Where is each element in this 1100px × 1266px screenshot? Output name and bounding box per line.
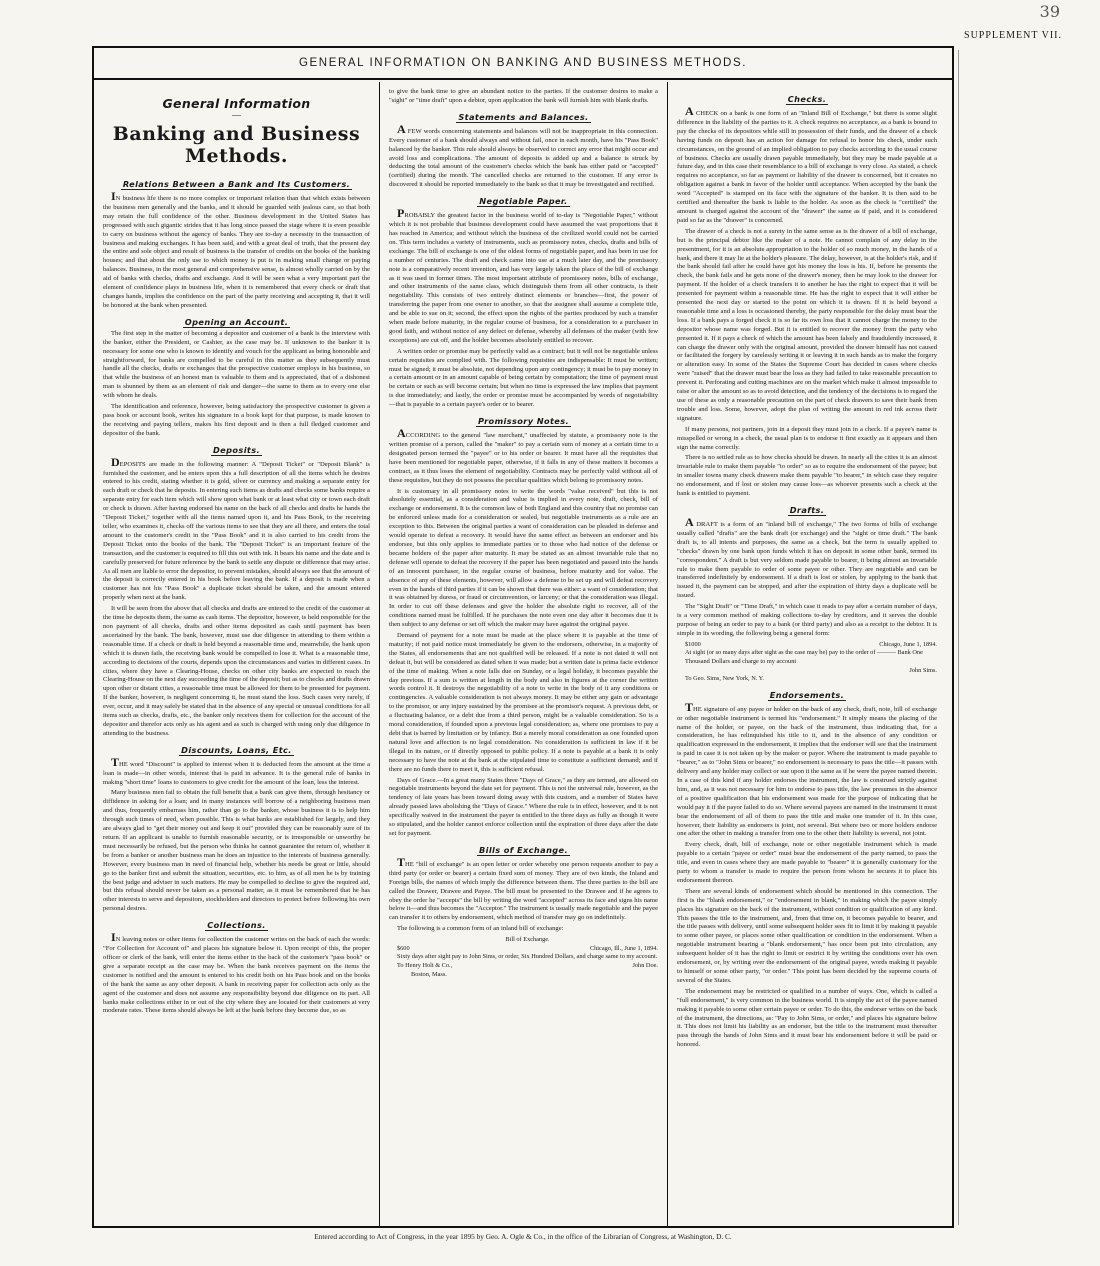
form-title: Bill of Exchange. xyxy=(505,936,550,944)
heading-collections: Collections. xyxy=(207,920,266,931)
header-band xyxy=(94,48,952,80)
paragraph: It is customary in all promissory notes to write the words "value received" but this is not absolutely essential, as a consideration and value is implied in every note, draft, check, bill of exchange or endorsement. It is the common law of both England and this country that no promise can be enforced unless made for a consideration or sealed, but negotiable instruments as a rule are an exception to this. Between the original parties a want of consideration can be pleaded in defense and would operate to defeat a recovery. It would have the same effect as between an endorser and his endorsee, but this only applies to immediate parties or to those who had notice of the defense or became holders of the paper after maturity. It may be stated as an almost invariable rule that no defense will operate to defeat the recovery if the paper has been negotiated and passed into the hands of an innocent purchaser, in the regular course of business, before maturity and for value. The absence of any of these elements, however, will allow a defense to be set up and will defeat recovery even in the hands of third parties if it can be shown that there was either: a want of consideration; that it was obtained by duress, or fraud or circumvention, or larceny; or that the consideration was illegal. In order to cut off these defenses and give the holder the absolute right to recover, all of the conditions named must be fulfilled. If he purchases the note even one day after it becomes due it is then subject to any defense or set off which the maker may have against the original payee. xyxy=(389,487,658,629)
paragraph: The following is a common form of an inland bill of exchange: xyxy=(397,925,564,933)
paragraph: The first step in the matter of becoming a depositor and customer of a bank is the interview with the banker, either the President, or Cashier, as the case may be. If unknown to the banker it is necessary for some one who is known to identify and vouch for the applicant as being honorable and straightforward, for banks are compelled to be careful in this matter as they subsequently must handle all the checks, drafts or exchanges that the prospective customer employs in his business, so that while the business of an honest man is valuable to them and is appreciated, that of a dishonest man is shunned by them as an element of risk and danger—the same to them as to every one else with whom he deals. xyxy=(103,329,370,400)
paragraph: A FEW words concerning statements and balances will not be inappropriate in this connection. Every customer of a bank should always and without fail, once in each month, have his "Pass Book" balanced by the banker. This rule should always be observed to correct any error that might occur and avoid loss and complications. The amount of deposits is added up and a balance is struck by deducting the total amount of the customer's checks which the bank has either paid or "accepted" (certified) during the month. The cancelled checks are returned to the customer. If any error is discovered it should be reported immediately to the bank so that it may be investigated and rectified. xyxy=(389,121,658,189)
column-2 xyxy=(380,82,668,1226)
form-body: Sixty days after sight pay to John Sims, or order, Six Hundred Dollars, and charge same to my account. xyxy=(397,953,658,961)
bill-of-exchange-form xyxy=(397,936,658,979)
paragraph: to give the bank time to give an abundant notice to the parties. If the customer desires to make a "sight" or "time draft" upon a debtor, upon application the bank will furnish him with blank drafts. xyxy=(389,88,658,104)
paragraph: PROBABLY the greatest factor in the business world of to-day is "Negotiable Paper," without which it is not probable that business development could have assumed the vast proportions that it has reached in America; and without which the business of the civilized world could not be carried on. This term includes a variety of instruments, such as promissory notes, checks, drafts and bills of exchange. The bill of exchange is one of the oldest forms of negotiable paper, and has been in use for a number of centuries. The draft and check came into use at a much later day, and the promissory note is a comparatively recent invention, and has very largely taken the place of the bill of exchange as it was used in former times. The most important attribute of promissory notes, bills of exchange, and other instruments of the same class, which distinguish them from all other contracts, is their negotiability. This consists of two entirely distinct elements or branches—first, the power of transferring the paper from one owner to another, so that the assignee shall assume a complete title, and be able to sue on it; second, the effect upon the rights of the parties produced by such a transfer when made before maturity, in the regular course of business, for a consideration to a purchaser in good faith, and without notice of any defect or defense, whereby all defenses of the maker (with few exceptions) are cut off, and the holder becomes absolutely entitled to recover. xyxy=(389,206,658,344)
paragraph: THE "bill of exchange" is an open letter or order whereby one person requests another to pay a third party (or order or bearer) a certain fixed sum of money. They are of two kinds, the Inland and Foreign bills, the names of which imply the difference between them. The three parties to the bill are called the Drawer, Drawee and Payee. The bill must be presented to the Drawee and if he agrees to obey the order he "accepts" the bill by writing the word "accepted" across its face and signs his name below it—and thus becomes the "Acceptor." The instrument is usually made negotiable and the payee can transfer it to others by endorsement, which method of transfer may go on indefinitely. xyxy=(389,854,658,922)
title-block xyxy=(103,96,370,167)
margin-line xyxy=(958,50,959,1225)
heading-discounts: Discounts, Loans, Etc. xyxy=(181,744,292,755)
paragraph: A DRAFT is a form of an "inland bill of exchange," The two forms of bills of exchange usually called "drafts" are the bank draft (or exchange) and the "sight or time draft." The bank draft is, to all intents and purposes, the same as a check, but the term is usually applied to "checks" drawn by one bank upon funds which it has on deposit in some other bank, termed its "correspondent." A draft is but very seldom made payable to bearer, it being almost an invariable rule to make them payable to order of some payee or other. They are negotiable and can be transferred indefinitely by endorsement. If a draft is lost or stolen, by applying to the bank that issued it, the payment can be stopped, and after the expiration of thirty days a duplicate will be issued. xyxy=(677,514,937,600)
form-city: Boston, Mass. xyxy=(411,970,447,978)
page-number-handwritten: 39 xyxy=(1039,2,1060,21)
paragraph: IN leaving notes or other items for collection the customer writes on the back of each the words: "For Collection for Account of" and places his signature below it. Upon receipt of this, the proper officer or clerk of the bank, will enter the items either in the back of the customer's "pass book" or give a separate receipt as the case may be. When the bank receives payment on the items the customer is notified and the amount is entered to his credit both on his Pass book and on the books of the bank the same as any other deposit. A bank in receiving paper for collection acts only as the agent of the customer and does not assume any responsibility beyond due diligence on its part. All banks make collections either in or out of the city where they are located for their customers at very moderate rates. These items should always be left at the bank before they become due, so as xyxy=(103,930,370,1015)
heading-endorsements: Endorsements. xyxy=(769,689,845,700)
heading-opening-account: Opening an Account. xyxy=(184,316,289,327)
title-line-1: General Information xyxy=(162,96,311,111)
heading-drafts: Drafts. xyxy=(789,504,825,515)
dform-amount: $1000 xyxy=(685,640,701,648)
dform-signature: John Sims. xyxy=(909,666,937,674)
page-header: GENERAL INFORMATION ON BANKING AND BUSINESS METHODS. xyxy=(298,57,748,69)
paragraph: The endorsement may be restricted or qualified in a number of ways. One, which is called a "full endorsement," is very common in the business world. It is simply the act of the payee named making it payable to some other certain payee or order. To do this, the endorser writes on the back of the instrument, the directions, as: "Pay to John Sims, or order," and places his signature below it. This does not limit his liability as an endorser, but the title to the instrument must thereafter pass through the hands of John Sims and it must bear his endorsement before it will be paid or honored. xyxy=(677,987,937,1049)
heading-statements: Statements and Balances. xyxy=(458,111,589,122)
paragraph: Many business men fail to obtain the full benefit that a bank can give them, through hesitancy or diffidence in asking for a loan; and in many instances will borrow of a neighboring business man and thus, frequently embarrass him, rather than go to the banker, whose business it is to help him through such times of need, when possible. This is what banks are established for largely, and they are always glad to "get their money out and keep it out" provided they can be reasonably sure of its return. If an applicant is unable to furnish reasonable security, or is irresponsible or unworthy he must necessarily be refused, but the person who thinks he cannot guarantee the return of, whether it be from a banker or another business man he does an injustice to the interests of business generally. However, every business man in need of financial help, whether his needs be great or little, should go to the banker first and submit the situation, securities, etc. to him, as of all men he is by training the best judge and adviser in such matters. He may be compelled to decline to give the required aid, but this refusal should never be taken as a personal matter, as it must be remembered that he has other interests to serve and depositors, stockholders and directors to protect before following his own personal desires. xyxy=(103,789,370,913)
title-line-2: Banking and Business Methods. xyxy=(112,123,361,167)
column-1 xyxy=(94,82,380,1226)
dform-body: At sight (or so many days after sight as the case may be) pay to the order of ——— Bank One Thousand Dollars and charge to my account xyxy=(685,649,923,665)
heading-relations: Relations Between a Bank and Its Customers. xyxy=(122,179,351,189)
dform-to: To Geo. Sims, New York, N. Y. xyxy=(685,675,764,683)
paragraph: A written order or promise may be perfectly valid as a contract; but it will not be negotiable unless certain requisites are complied with. The following requisites are indispensable: It must be written; must be signed; it must be absolute, not depending upon any contingency; it must be to pay money in a certain amount or in an amount capable of being certain by computation; the time of payment must be certain or such as will become certain; but when no time is expressed the law implies that payment is due immediately; and lastly, the order or promise must be accompanied by words of negotiability—that is payable to a certain payee's order or to bearer. xyxy=(389,347,658,409)
heading-promissory-notes: Promissory Notes. xyxy=(477,416,570,427)
paragraph: THE word "Discount" is applied to interest when it is deducted from the amount at the time a loan is made—in other words, interest that is paid in advance. It is the general rule of banks in making "short time" loans to customers to give credit for the amount of the loan, less the interest. xyxy=(103,754,370,786)
paragraph: There are several kinds of endorsement which should be mentioned in this connection. The first is the "blank endorsement," or "endorsement in blank," in making which the payee simply places his signature on the back of the instrument, without condition or qualification of any kind. This passes the title to the instrument, and, from that time on, it becomes payable to bearer, and the title passes with delivery, until some subsequent holder sees fit to limit it by making it payable to some other payee, or places some other qualification or condition in the endorsement. When a negotiable instrument bearing a "blank endorsement," has once been put into circulation, any subsequent holder of it has the right to limit or restrict it by writing the conditions over his own endorsement, or, by writing over the endorsement of the original payee, words making it payable to himself or some other party, "or order." This point has been decided by the supreme courts of several of the States. xyxy=(677,887,937,984)
supplement-label: SUPPLEMENT VII. xyxy=(964,30,1062,41)
heading-checks: Checks. xyxy=(787,94,827,104)
copyright-footer: Entered according to Act of Congress, in the year 1895 by Geo. A. Ogle & Co., in the office of the Librarian of Congress, at Washington, D. C. xyxy=(314,1232,732,1241)
paragraph: There is no settled rule as to how checks should be drawn. In nearly all the cities it is an almost invariable rule to make them payable "to order" so as to require the endorsement of the payee; but in smaller towns many check drawers make them payable "to bearer," in which case they require no endorsement, and if lost or stolen may cause loss—as whoever presents such a check at the bank is entitled to payment. xyxy=(677,454,937,498)
paragraph: It will be seen from the above that all checks and drafts are entered to the credit of the customer at the time he deposits them, the same as cash items. The depositor, however, is held responsible for the non payment of all checks, drafts and other items deposited as cash until payment has been ascertained by the bank. The bank, however, must use due diligence in attending to them within a reasonable time. If a check or draft is held beyond a reasonable time and, meanwhile, the bank upon which it is drawn fails, the receiving bank would be compelled to lose it. What is a reasonable time, according to decisions of the courts, depends upon the circumstances and varies in different cases. In cities, where they have a Clearing-House, checks on other city banks are expected to reach the Clearing-House on the next day succeeding the time of the deposit; but as to checks and drafts drawn upon other or distant cities, a reasonable time must be allowed for them to be presented for payment. If the banker, however, is negligent concerning it, he must stand the loss. Such cases very rarely, if ever, occur, and it may safely be stated that in the absence of any special or unusual conditions for all items such as checks, drafts, etc., the banker only receives them for collection for the account of the depositor and therefor acts only as his agent and as such is charged with using only due diligence in attending to the business. xyxy=(103,605,370,737)
paragraph: The "Sight Draft" or "Time Draft," in which case it reads to pay after a certain number of days, is a very common method of making collections to-day by creditors, and it serves the double purpose of being an order to pay to a bank (or third party) and also as a receipt to the debtor. It is simple in its wording, the following being a general form: xyxy=(677,603,937,637)
form-place: Chicago, Ill., June 1, 1894. xyxy=(589,944,658,952)
form-signature: John Doe. xyxy=(632,961,658,969)
dform-place: Chicago, June 1, 1894. xyxy=(879,640,937,648)
paragraph: If many persons, not partners, join in a deposit they must join in a check. If a payee's name is misspelled or wrong in a check, the usual plan is to endorse it first exactly as it appears and then sign the name correctly. xyxy=(677,425,937,451)
paragraph: The drawer of a check is not a surety in the same sense as is the drawer of a bill of exchange, but is the principal debtor like the maker of a note. He cannot complain of any delay in the presentment, for it is an absolute appropriation to the holder of so much money, in the hands of a bank, and there it may lie at the holder's pleasure. The delay, however, is at the holder's risk, and if the bank should fail after he could have got his money the loss is his. If, before he presents the check, the bank fails and he gets none of the drawer's money, then he may look to the drawer for payment. If the holder of a check transfers it to another he has the right to expect that it will be presented for payment within a reasonable time. He has the right to expect that it will either be presented the next day or started to the point on which it is drawn. If it is held beyond a reasonable time and a loss is occasioned thereby, the party responsible for the delay must bear the loss. If a bank pays a forged check it is so far its own loss that it cannot charge the money to the depositor whose name was forged. But it is entitled to recover the money from the party who presented it. If it pays a check of which the amount has been falsely and fraudulently increased, it can charge the drawer only with the original amount, provided the drawer himself has not caused or facilitated the forgery by carelessly writing it or leaving it in such hands as to make the forgery or alteration easy. In some of the States the Supreme Court has decided in cases where checks were "raised" that the drawer must bear the loss as they had failed to take reasonable precaution to prevent it. Perforating and cutting machines are on the market which make it almost impossible to raise or alter the amount so as to avoid detection, and the tendency of the decisions is to regard the use of these as only a reasonable precaution on the part of check drawers to save their bank from trouble and loss. Some, however, adopt the plan of writing the amount in red ink across their signature. xyxy=(677,227,937,422)
paragraph: Demand of payment for a note must be made at the place where it is payable at the time of maturity; if not paid notice must immediately be given to the endorsers, otherwise, in a majority of the States, all endorsements that are not qualified will be released. If a note is not dated it will not defeat it, but will be considered as dated when it was made; but a written date is prima facie evidence of the time of making. When a note falls due on Sunday, or a legal holiday, it becomes payable the day previous. If a sum is written at length in the body and also in figures at the corner the written words control it. It destroys the negotiability of a note to write in the body of it any conditions or contingencies. A valuable consideration is not always money. It may be either any gain or advantage to the promisor, or any injury sustained by the promisee at the promisor's request. A previous debt, or a fluctuating balance, or a debt due from a third person, might be a valuable consideration. So is a moral consideration, if founded upon a previous legal consideration; as, where one promises to pay a debt that is barred by limitation or by infancy. But a merely moral consideration as one founded upon natural love and affection is no legal consideration. No consideration is sufficient in law if it be illegal in its nature, or if directly opposed to public policy. If a note is payable at a bank it is only necessary to have the note at the bank at the stipulated time to constitute a sufficient demand; and if there are no funds there to meet it, this is sufficient refusal. xyxy=(389,632,658,773)
page-frame xyxy=(92,46,954,1228)
paragraph: Every check, draft, bill of exchange, note or other negotiable instrument which is made payable to a certain "payee or order" must bear the endorsement of the party named, to pass the title, and even in cases where they are made payable to "bearer" it is generally customary for the party to whom a transfer is made to require the person from whom he secures it to place his endorsement thereon. xyxy=(677,841,937,884)
paragraph: ACCORDING to the general "law merchant," unaffected by statute, a promissory note is the written promise of a person, called the "maker" to pay a certain sum of money at a certain time to a designated person termed the "payee" or to his order or bearer. It must have all the requisites that have been mentioned for negotiable paper, otherwise, if it falls in any of these matters it becomes a contract, as it thus loses the element of negotiability. Contracts may be perfectly valid without all of these requisites, but they do not possess the peculiar qualities which belong to promissory notes. xyxy=(389,426,658,484)
paragraph: IN business life there is no more complex or important relation than that which exists between the business men generally and the banks, and it should be guarded with jealous care, so that both may retain the full confidence of the other. Business development in the United States has progressed with such gigantic strides that it has long since passed the stage where it is even possible to carry on business without the agency of banks. They are to-day a necessity in the transaction of business and making exchanges. It has been said, and with a great deal of truth, that the present day the entire and sole object and result of business is the transfer of credits on the books of the banking houses; and that about the only use to which money is put is in making small change or paying balances. Business, in the most general and comprehensive sense, is almost wholly carried on by the aid of banks with checks, drafts and exchange. And it will be seen what a very important part the element of confidence plays in business life, when it is remembered that every check or draft that changes hands, implies the confidence on the part of the party receiving and accepting it, that it will be honored at the bank when presented. xyxy=(103,189,370,309)
columns xyxy=(94,82,952,1226)
paragraph: Days of Grace.—In a great many States three "Days of Grace," as they are termed, are allowed on negotiable instruments beyond the date set for payment. This is not the universal rule, however, as the tendency of late years has been toward doing away with this custom, and a number of States have already passed laws abolishing the "Days of Grace." Where the rule is in effect, however, and it is not specifically waived in the instrument the payer is entitled to the three days as fully as though it were so stipulated, and the holder cannot enforce collection until the expiration of three days after the date set for payment. xyxy=(389,776,658,837)
draft-form xyxy=(685,641,937,684)
column-3 xyxy=(668,82,946,1226)
form-amount: $600 xyxy=(397,944,410,952)
heading-bills-of-exchange: Bills of Exchange. xyxy=(478,844,569,855)
heading-negotiable-paper: Negotiable Paper. xyxy=(479,196,568,207)
title-connector: — xyxy=(232,110,241,120)
paragraph: DEPOSITS are made in the following manner: A "Deposit Ticket" or "Deposit Blank" is furnished the customer, and he enters upon this a full description of all the items which he desires entered to his credit, stating whether it is gold, silver or currency and making a separate entry for each draft or check that he deposits. In entering such items as drafts and checks some banks require a separate entry for each item which will show upon what bank or at least what city or town each draft or check is drawn. After having endorsed his name on the back of all checks and drafts he hands the "Deposit Ticket," together with all the items named upon it, and his Pass Book, to the receiving teller, who examines it, checks off the various items to see that they are all there, and enters the total amount to the customer's credit in the "Pass Book" and it is also carried to his credit from the Deposit Ticket onto the books of the bank. The "Deposit Ticket" is an important feature of the transaction, and the customer is required to fill this out with ink. It bears his name and the date and is carefully preserved for future reference by the bank to settle any dispute or difference that may arise. As all men are liable to error the depositor, to prevent mistakes, should always see that the amount of the deposit is correctly entered in his book before leaving the bank. If a deposit is made when a customer has not his "Pass Book" a duplicate ticket should be taken, and the amount entered properly when next at the bank. xyxy=(103,454,370,602)
paragraph: A CHECK on a bank is one form of an "Inland Bill of Exchange," but there is some slight difference in the liability of the parties to it. A check requires no acceptance, as a bank is bound to pay the checks of its depositors while still in possession of their funds, and the drawer of a check having funds on deposit has an action for damage for refusal to honor his check, under such circumstances, on the ground of an implied obligation to pay checks according to the usual course of business. Checks are usually drawn payable immediately, but they may be made payable at a future day, and in this case their resemblance to a bill of exchange is very close. As stated, a check requires no acceptance, so far as payment or liability of the drawer is concerned, but it creates no obligation against a bank in favor of the holder until acceptance. When accepted by the bank the word "Accepted" is stamped on its face with the signature of the banker. It is then said to be certified and thereafter the bank is liable to the holder. As soon as the check is "certified" the amount is charged against the account of the "drawer" the same as if paid, and it is considered paid so far as the "drawer" is concerned. xyxy=(677,104,937,224)
heading-deposits: Deposits. xyxy=(212,444,260,455)
paragraph: THE signature of any payee or holder on the back of any check, draft, note, bill of exchange or other negotiable instrument is termed his "endorsement." It simply means the placing of the name of the holder, or payee, on the back of the instrument, thus indicating that, for a consideration, he has relinquished his title to it, and in the absence of any condition or qualification expressed in the endorsement, it implies that the endorser will see that the instrument is paid in case it is not taken up by the maker or payor. Where the instrument is made payable to "bearer," as to "John Sims or bearer," no endorsement is necessary to pass the title—it passes with delivery and any holder may collect or sue upon it the same as if he were the payee named therein. In a case of this kind if any holder endorses the instrument, the law is construed strictly against him, and, as it was not necessary for him to endorse to pass title, the law presumes in the absence of a positive qualification that his endorsement was made for the purpose of indicating that he would pay it if the payor failed to do so. Where several payees are named in the instrument it must bear the endorsement of all of them to pass the title and make one transfer of it. In this case, however, their liability as endorsers is joint, not several. But where two or more holders endorse one after the other in making a transfer from one to the other their liability is several, not joint. xyxy=(677,699,937,838)
paragraph: The identification and reference, however, being satisfactory the prospective customer is given a pass book or account book, writes his signature in a book kept for that purpose, is made known to the receiving and paying tellers, makes his first deposit and is then a full fledged customer and depositor of the bank. xyxy=(103,403,370,437)
form-to: To Henry Holt & Co., xyxy=(397,961,453,969)
